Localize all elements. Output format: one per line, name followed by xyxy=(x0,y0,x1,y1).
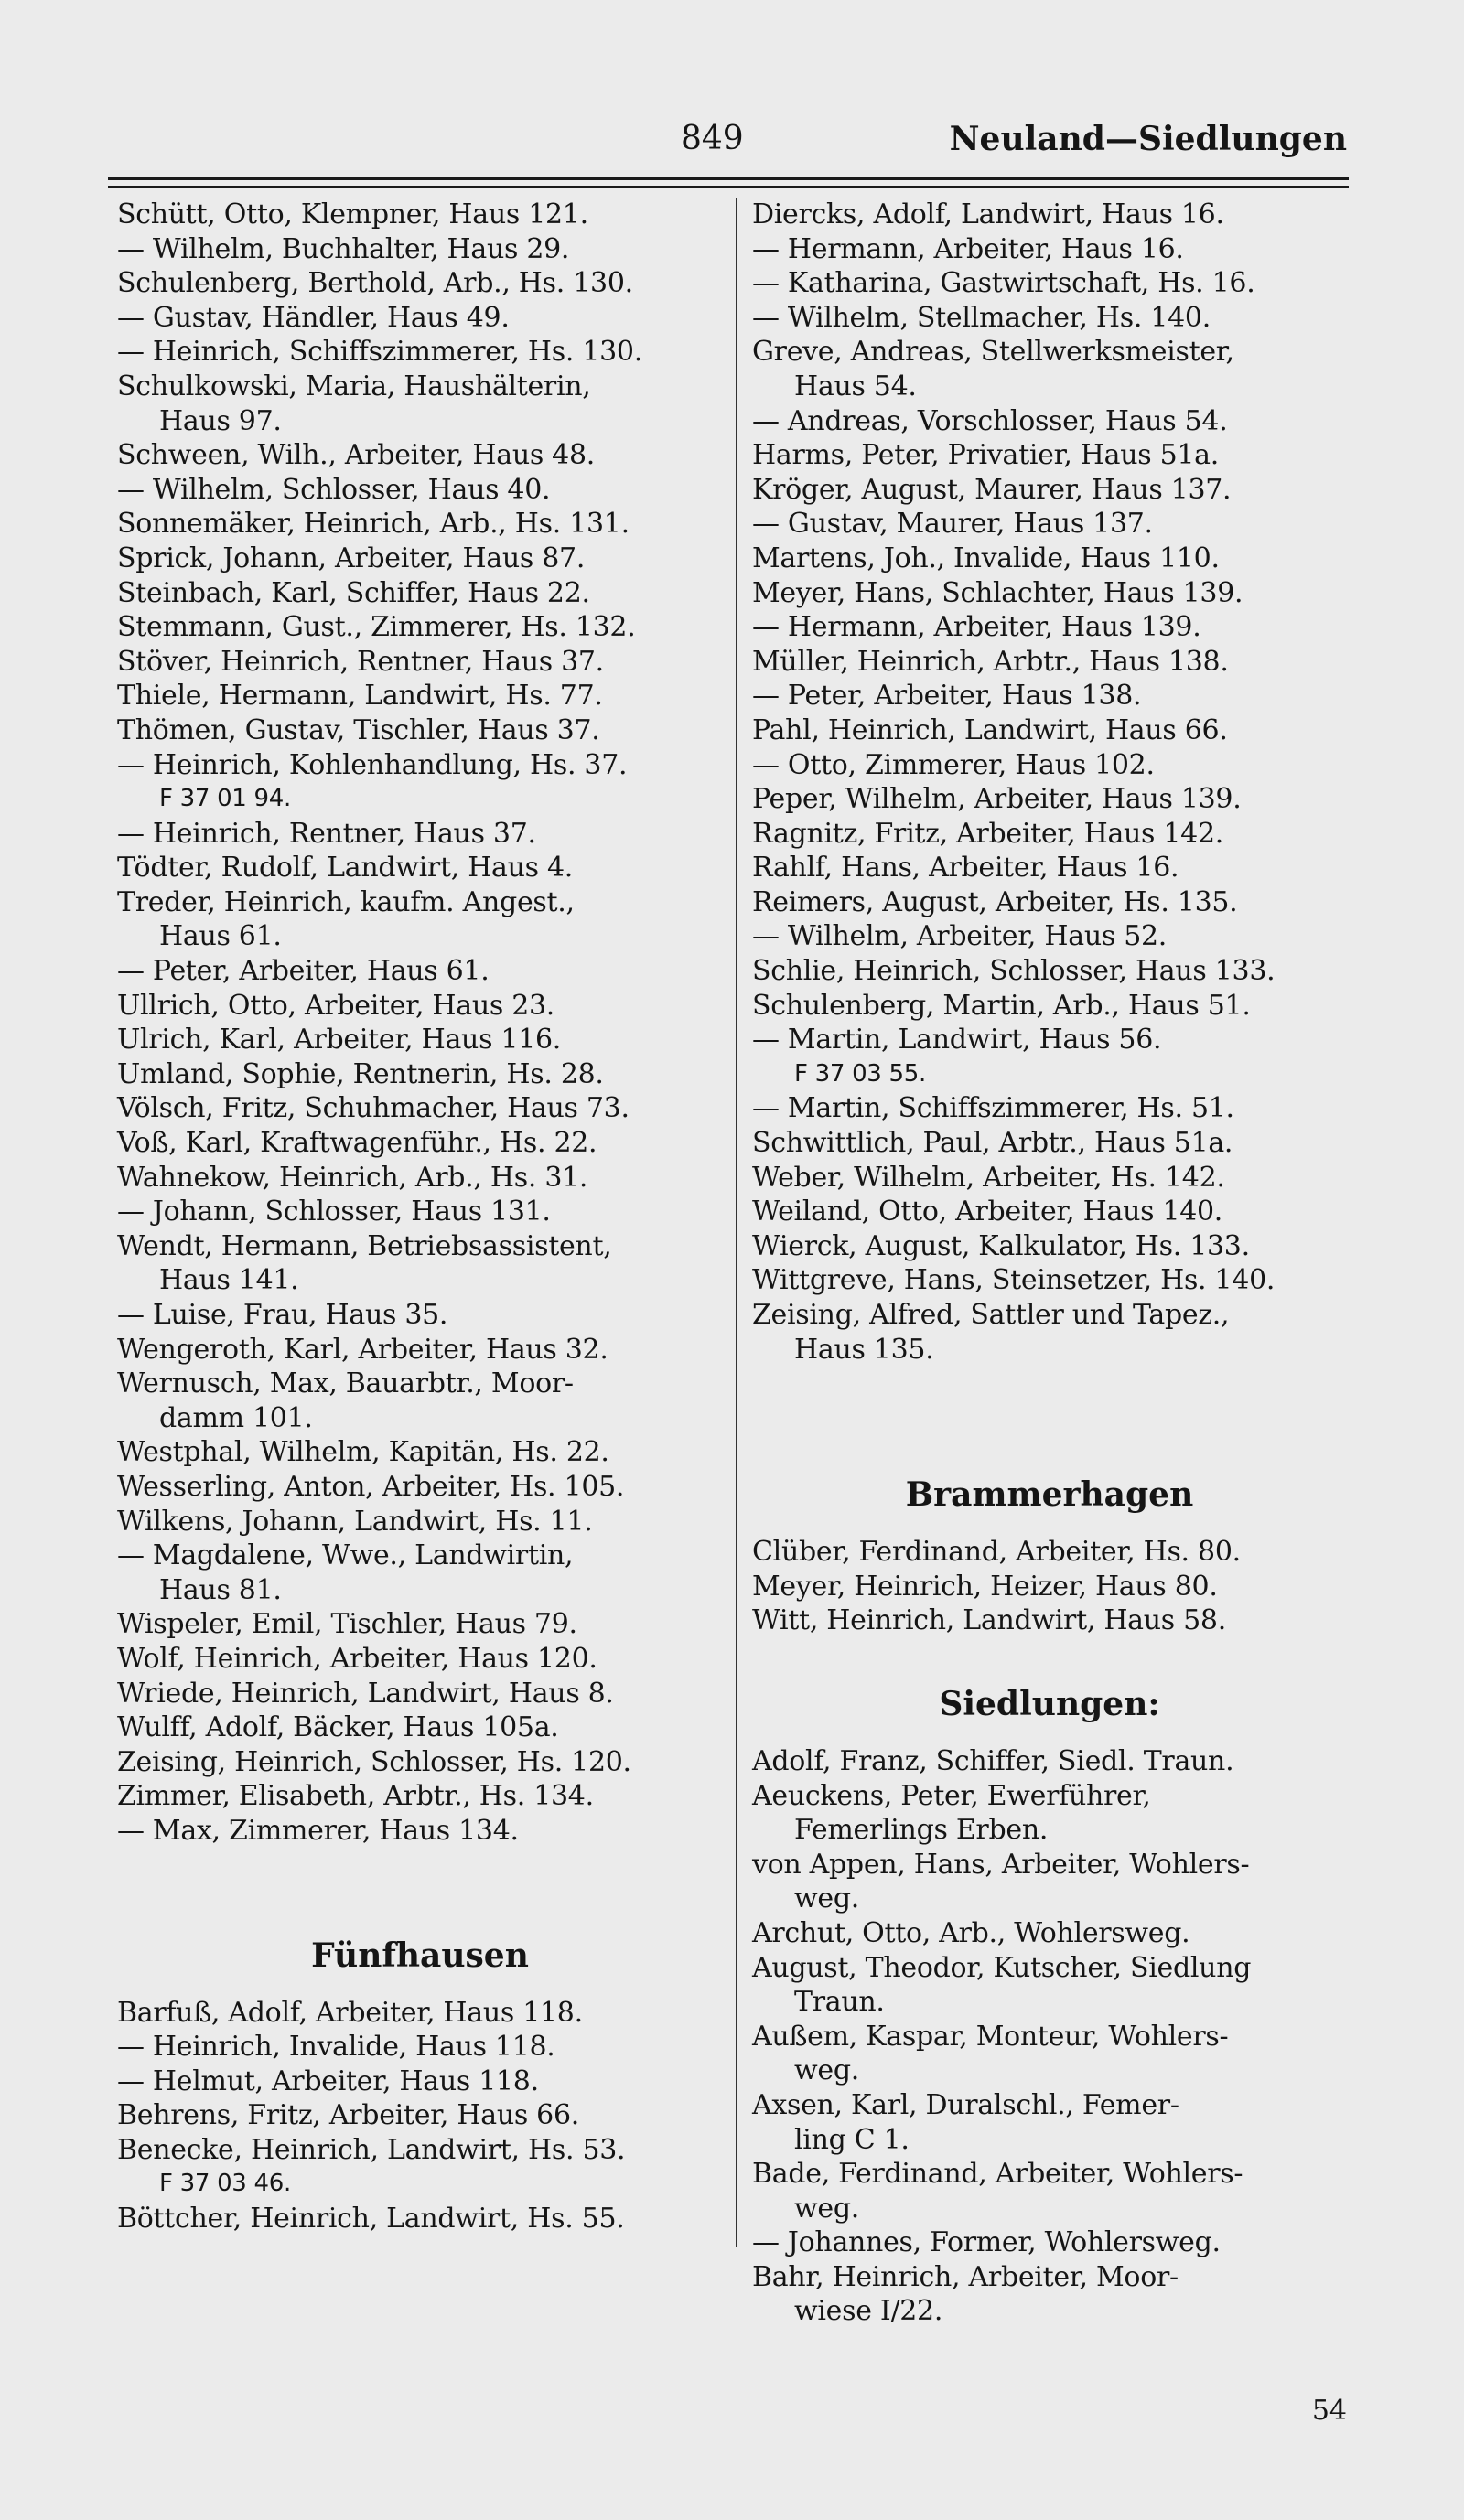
directory-entry xyxy=(752,1848,1347,1916)
directory-entry xyxy=(117,1710,723,1745)
directory-entry xyxy=(752,748,1347,783)
entry-text: — Max, Zimmerer, Haus 134. xyxy=(117,1814,519,1847)
directory-entry xyxy=(752,782,1347,817)
entry-text: Steinbach, Karl, Schiffer, Haus 22. xyxy=(117,576,590,609)
directory-entry xyxy=(752,2157,1347,2225)
directory-entry xyxy=(117,1229,723,1298)
spacer xyxy=(752,1515,1347,1535)
directory-entry xyxy=(752,679,1347,713)
entry-text: — Wilhelm, Stellmacher, Hs. 140. xyxy=(752,301,1211,334)
directory-entry xyxy=(117,1298,723,1333)
directory-entry xyxy=(752,1298,1347,1367)
entry-text: Aeuckens, Peter, Ewerführer, xyxy=(752,1779,1151,1812)
entry-text: — Gustav, Maurer, Haus 137. xyxy=(752,508,1153,541)
entry-text: — Gustav, Händler, Haus 49. xyxy=(117,301,510,334)
spacer xyxy=(752,1724,1347,1744)
directory-entry xyxy=(117,954,723,989)
directory-entry xyxy=(752,473,1347,508)
entry-text: — Wilhelm, Arbeiter, Haus 52. xyxy=(752,920,1168,953)
telephone-line xyxy=(117,782,723,817)
entry-text: Kröger, August, Maurer, Haus 137. xyxy=(752,473,1232,506)
directory-entry xyxy=(117,576,723,611)
entry-text: Bade, Ferdinand, Arbeiter, Wohlers- xyxy=(752,2158,1243,2191)
directory-entry xyxy=(752,1161,1347,1196)
telephone-line xyxy=(117,2167,723,2202)
directory-entry xyxy=(752,610,1347,645)
directory-entry xyxy=(117,1195,723,1229)
directory-entry xyxy=(117,2030,723,2064)
section-heading-siedlungen: Siedlungen: xyxy=(939,1684,1160,1723)
entry-continuation: weg. xyxy=(794,2054,859,2087)
directory-entry xyxy=(117,198,723,232)
entry-text: Stöver, Heinrich, Rentner, Haus 37. xyxy=(117,645,604,678)
directory-entry xyxy=(752,335,1347,403)
directory-entry xyxy=(752,1229,1347,1264)
entry-text: Martens, Joh., Invalide, Haus 110. xyxy=(752,542,1220,574)
entry-continuation: Traun. xyxy=(794,1986,885,2019)
entry-text: Schulenberg, Berthold, Arb., Hs. 130. xyxy=(117,267,633,300)
entry-text: Clüber, Ferdinand, Arbeiter, Hs. 80. xyxy=(752,1536,1241,1569)
entry-text: Stemmann, Gust., Zimmerer, Hs. 132. xyxy=(117,611,636,644)
entry-text: Diercks, Adolf, Landwirt, Haus 16. xyxy=(752,198,1224,231)
directory-entry xyxy=(752,438,1347,473)
entry-text: — Heinrich, Kohlenhandlung, Hs. 37. xyxy=(117,748,628,781)
entry-text: — Andreas, Vorschlosser, Haus 54. xyxy=(752,404,1228,437)
entry-text: Rahlf, Hans, Arbeiter, Haus 16. xyxy=(752,852,1179,885)
directory-entry xyxy=(117,1435,723,1470)
entry-text: Bahr, Heinrich, Arbeiter, Moor- xyxy=(752,2260,1179,2293)
directory-entry xyxy=(117,438,723,473)
directory-entry xyxy=(117,713,723,748)
entry-text: Ullrich, Otto, Arbeiter, Haus 23. xyxy=(117,989,555,1022)
entry-text: Meyer, Hans, Schlachter, Haus 139. xyxy=(752,576,1243,609)
entry-text: Ulrich, Karl, Arbeiter, Haus 116. xyxy=(117,1024,561,1056)
directory-entry xyxy=(117,507,723,542)
entry-text: Weiland, Otto, Arbeiter, Haus 140. xyxy=(752,1196,1223,1228)
directory-entry xyxy=(752,1023,1347,1057)
entry-text: — Heinrich, Schiffszimmerer, Hs. 130. xyxy=(117,336,642,369)
directory-entry xyxy=(752,301,1347,336)
entry-continuation: weg. xyxy=(794,1882,859,1915)
entry-continuation: Haus 81. xyxy=(159,1573,282,1606)
entry-text: Schütt, Otto, Klempner, Haus 121. xyxy=(117,198,588,231)
directory-entry xyxy=(752,645,1347,680)
directory-entry xyxy=(117,1745,723,1780)
entry-text: Böttcher, Heinrich, Landwirt, Hs. 55. xyxy=(117,2203,625,2236)
directory-entry xyxy=(117,851,723,885)
section-heading-fuenfhausen: Fünfhausen xyxy=(311,1936,529,1975)
entry-text: von Appen, Hans, Arbeiter, Wohlers- xyxy=(752,1848,1250,1881)
directory-entry xyxy=(752,1263,1347,1298)
entry-text: Zeising, Heinrich, Schlosser, Hs. 120. xyxy=(117,1745,631,1778)
entry-text: — Heinrich, Invalide, Haus 118. xyxy=(117,2031,555,2064)
directory-entry xyxy=(117,473,723,508)
directory-entry xyxy=(117,2098,723,2133)
entry-text: Westphal, Wilhelm, Kapitän, Hs. 22. xyxy=(117,1436,609,1469)
directory-entry xyxy=(752,1951,1347,2020)
entry-text: F 37 03 55. xyxy=(794,1059,926,1088)
directory-entry xyxy=(752,1126,1347,1161)
entry-continuation: Haus 135. xyxy=(794,1333,934,1366)
directory-entry xyxy=(752,2260,1347,2329)
directory-entry xyxy=(752,989,1347,1024)
entry-continuation: ling C 1. xyxy=(794,2123,910,2156)
entry-text: Wesserling, Anton, Arbeiter, Hs. 105. xyxy=(117,1470,625,1503)
page-header xyxy=(0,119,1464,174)
spacer xyxy=(752,1367,1347,1474)
entry-text: Schween, Wilh., Arbeiter, Haus 48. xyxy=(117,439,595,472)
entry-text: Völsch, Fritz, Schuhmacher, Haus 73. xyxy=(117,1092,630,1125)
entry-text: Schwittlich, Paul, Arbtr., Haus 51a. xyxy=(752,1127,1233,1160)
directory-entry xyxy=(752,1744,1347,1779)
entry-text: Tödter, Rudolf, Landwirt, Haus 4. xyxy=(117,852,574,885)
entry-text: August, Theodor, Kutscher, Siedlung xyxy=(752,1951,1252,1984)
directory-entry xyxy=(117,1023,723,1057)
directory-entry xyxy=(117,301,723,336)
directory-entry xyxy=(117,885,723,954)
entry-text: Pahl, Heinrich, Landwirt, Haus 66. xyxy=(752,713,1228,746)
directory-entry xyxy=(117,1607,723,1642)
entry-text: — Luise, Frau, Haus 35. xyxy=(117,1299,448,1331)
entry-text: — Katharina, Gastwirtschaft, Hs. 16. xyxy=(752,267,1255,300)
entry-text: Schlie, Heinrich, Schlosser, Haus 133. xyxy=(752,955,1276,988)
entry-text: — Peter, Arbeiter, Haus 138. xyxy=(752,680,1142,713)
directory-entry xyxy=(752,817,1347,852)
entry-text: — Martin, Schiffszimmerer, Hs. 51. xyxy=(752,1092,1234,1125)
entry-text: Weber, Wilhelm, Arbeiter, Hs. 142. xyxy=(752,1161,1225,1194)
entry-continuation: Haus 54. xyxy=(794,370,917,402)
entry-text: Umland, Sophie, Rentnerin, Hs. 28. xyxy=(117,1057,604,1090)
entry-text: — Johannes, Former, Wohlersweg. xyxy=(752,2226,1221,2259)
left-column xyxy=(117,198,723,2236)
entry-list xyxy=(117,1996,723,2236)
entry-text: F 37 01 94. xyxy=(159,785,291,813)
directory-entry xyxy=(117,1677,723,1711)
entry-text: — Hermann, Arbeiter, Haus 16. xyxy=(752,232,1184,265)
entry-text: Archut, Otto, Arb., Wohlersweg. xyxy=(752,1916,1190,1949)
entry-text: — Otto, Zimmerer, Haus 102. xyxy=(752,748,1155,781)
entry-text: Zimmer, Elisabeth, Arbtr., Hs. 134. xyxy=(117,1780,594,1813)
directory-entry xyxy=(752,2088,1347,2157)
column-divider xyxy=(736,198,737,2247)
entry-text: — Heinrich, Rentner, Haus 37. xyxy=(117,817,536,850)
entry-text: Benecke, Heinrich, Landwirt, Hs. 53. xyxy=(117,2133,626,2166)
entry-text: Peper, Wilhelm, Arbeiter, Haus 139. xyxy=(752,783,1242,816)
entry-text: Müller, Heinrich, Arbtr., Haus 138. xyxy=(752,645,1229,678)
entry-text: — Wilhelm, Buchhalter, Haus 29. xyxy=(117,232,570,265)
directory-entry xyxy=(117,1996,723,2031)
directory-entry xyxy=(117,2202,723,2236)
directory-entry xyxy=(117,1539,723,1607)
entry-text: Harms, Peter, Privatier, Haus 51a. xyxy=(752,439,1219,472)
entry-text: Reimers, August, Arbeiter, Hs. 135. xyxy=(752,885,1238,918)
entry-text: Adolf, Franz, Schiffer, Siedl. Traun. xyxy=(752,1744,1234,1777)
directory-entry xyxy=(752,232,1347,267)
entry-continuation: Haus 97. xyxy=(159,404,282,437)
entry-text: Voß, Karl, Kraftwagenführ., Hs. 22. xyxy=(117,1127,597,1160)
entry-text: Wolf, Heinrich, Arbeiter, Haus 120. xyxy=(117,1642,597,1675)
directory-entry xyxy=(752,507,1347,542)
directory-entry xyxy=(752,1535,1347,1570)
directory-entry xyxy=(117,1161,723,1196)
directory-entry xyxy=(752,542,1347,576)
entry-text: Wengeroth, Karl, Arbeiter, Haus 32. xyxy=(117,1333,608,1366)
entry-continuation: weg. xyxy=(794,2192,859,2225)
directory-entry xyxy=(117,1505,723,1539)
entry-list xyxy=(752,1535,1347,1638)
header-rule-top xyxy=(108,177,1349,180)
entry-continuation: Femerlings Erben. xyxy=(794,1814,1049,1847)
directory-entry xyxy=(117,817,723,852)
entry-text: Wilkens, Johann, Landwirt, Hs. 11. xyxy=(117,1505,593,1538)
entry-text: Wulff, Adolf, Bäcker, Haus 105a. xyxy=(117,1711,559,1744)
entry-text: — Wilhelm, Schlosser, Haus 40. xyxy=(117,473,551,506)
directory-entry xyxy=(752,1916,1347,1951)
spacer xyxy=(117,1976,723,1996)
entry-text: Wriede, Heinrich, Landwirt, Haus 8. xyxy=(117,1677,614,1710)
running-head: Neuland—Siedlungen xyxy=(949,120,1347,158)
directory-entry xyxy=(117,1333,723,1367)
directory-entry xyxy=(752,919,1347,954)
entry-text: Thömen, Gustav, Tischler, Haus 37. xyxy=(117,713,600,746)
entry-text: Barfuß, Adolf, Arbeiter, Haus 118. xyxy=(117,1996,583,2029)
entry-list xyxy=(752,1744,1347,2329)
entry-text: — Magdalene, Wwe., Landwirtin, xyxy=(117,1539,574,1572)
spacer xyxy=(117,1849,723,1936)
directory-entry xyxy=(752,576,1347,611)
entry-continuation: damm 101. xyxy=(159,1401,313,1434)
directory-entry xyxy=(752,885,1347,920)
entry-list xyxy=(752,198,1347,1367)
directory-entry xyxy=(752,2225,1347,2260)
directory-entry xyxy=(117,748,723,783)
directory-entry xyxy=(117,989,723,1024)
directory-entry xyxy=(117,1057,723,1092)
directory-entry xyxy=(117,1814,723,1849)
entry-text: Wendt, Hermann, Betriebsassistent, xyxy=(117,1229,612,1262)
directory-entry xyxy=(117,1091,723,1126)
entry-text: F 37 03 46. xyxy=(159,2170,291,2198)
entry-text: Ragnitz, Fritz, Arbeiter, Haus 142. xyxy=(752,817,1223,850)
printer-signature: 54 xyxy=(1311,2395,1347,2427)
directory-entry xyxy=(117,1779,723,1814)
page-number: 849 xyxy=(681,120,744,157)
entry-list xyxy=(117,198,723,1849)
directory-entry xyxy=(752,198,1347,232)
entry-text: Schulkowski, Maria, Haushälterin, xyxy=(117,370,591,402)
entry-text: Wernusch, Max, Bauarbtr., Moor- xyxy=(117,1367,574,1400)
entry-text: Sonnemäker, Heinrich, Arb., Hs. 131. xyxy=(117,508,630,541)
directory-entry xyxy=(752,713,1347,748)
directory-entry xyxy=(117,1470,723,1505)
directory-entry xyxy=(752,954,1347,989)
directory-entry xyxy=(117,335,723,370)
directory-entry xyxy=(117,645,723,680)
entry-text: Sprick, Johann, Arbeiter, Haus 87. xyxy=(117,542,586,574)
directory-entry xyxy=(117,232,723,267)
right-column xyxy=(752,198,1347,2329)
directory-entry xyxy=(752,1779,1347,1848)
entry-text: Wispeler, Emil, Tischler, Haus 79. xyxy=(117,1608,577,1641)
entry-continuation: wiese I/22. xyxy=(794,2295,943,2328)
entry-text: Greve, Andreas, Stellwerksmeister, xyxy=(752,336,1234,369)
directory-entry xyxy=(117,2064,723,2099)
directory-entry xyxy=(117,610,723,645)
entry-text: Schulenberg, Martin, Arb., Haus 51. xyxy=(752,989,1251,1022)
entry-text: Thiele, Hermann, Landwirt, Hs. 77. xyxy=(117,680,603,713)
spacer xyxy=(752,1638,1347,1684)
directory-entry xyxy=(117,679,723,713)
entry-continuation: Haus 141. xyxy=(159,1264,299,1297)
directory-entry xyxy=(117,1126,723,1161)
directory-entry xyxy=(752,1603,1347,1638)
directory-entry xyxy=(117,542,723,576)
entry-text: Behrens, Fritz, Arbeiter, Haus 66. xyxy=(117,2099,579,2132)
entry-text: Wahnekow, Heinrich, Arb., Hs. 31. xyxy=(117,1161,588,1194)
directory-entry xyxy=(117,370,723,438)
directory-entry xyxy=(752,1570,1347,1604)
entry-text: Treder, Heinrich, kaufm. Angest., xyxy=(117,885,575,918)
entry-text: Wierck, August, Kalkulator, Hs. 133. xyxy=(752,1229,1250,1262)
entry-text: — Helmut, Arbeiter, Haus 118. xyxy=(117,2064,539,2097)
entry-text: — Johann, Schlosser, Haus 131. xyxy=(117,1196,551,1228)
entry-text: Wittgreve, Hans, Steinsetzer, Hs. 140. xyxy=(752,1264,1276,1297)
entry-text: Außem, Kaspar, Monteur, Wohlers- xyxy=(752,2020,1229,2053)
directory-entry xyxy=(117,1367,723,1435)
entry-text: Axsen, Karl, Duralschl., Femer- xyxy=(752,2088,1179,2121)
entry-text: Witt, Heinrich, Landwirt, Haus 58. xyxy=(752,1604,1226,1637)
directory-entry xyxy=(117,2133,723,2168)
directory-entry xyxy=(752,851,1347,885)
directory-entry xyxy=(117,1642,723,1677)
entry-text: — Hermann, Arbeiter, Haus 139. xyxy=(752,611,1201,644)
entry-text: — Peter, Arbeiter, Haus 61. xyxy=(117,955,490,988)
telephone-line xyxy=(752,1057,1347,1092)
entry-text: Meyer, Heinrich, Heizer, Haus 80. xyxy=(752,1570,1218,1603)
directory-entry xyxy=(752,266,1347,301)
entry-text: Zeising, Alfred, Sattler und Tapez., xyxy=(752,1299,1230,1331)
directory-entry xyxy=(752,1195,1347,1229)
entry-text: — Martin, Landwirt, Haus 56. xyxy=(752,1024,1162,1056)
directory-entry xyxy=(752,1091,1347,1126)
entry-continuation: Haus 61. xyxy=(159,920,282,953)
section-heading-brammerhagen: Brammerhagen xyxy=(905,1475,1194,1515)
directory-entry xyxy=(752,2020,1347,2088)
directory-entry xyxy=(752,404,1347,439)
directory-entry xyxy=(117,266,723,301)
header-rule-bottom xyxy=(108,186,1349,188)
